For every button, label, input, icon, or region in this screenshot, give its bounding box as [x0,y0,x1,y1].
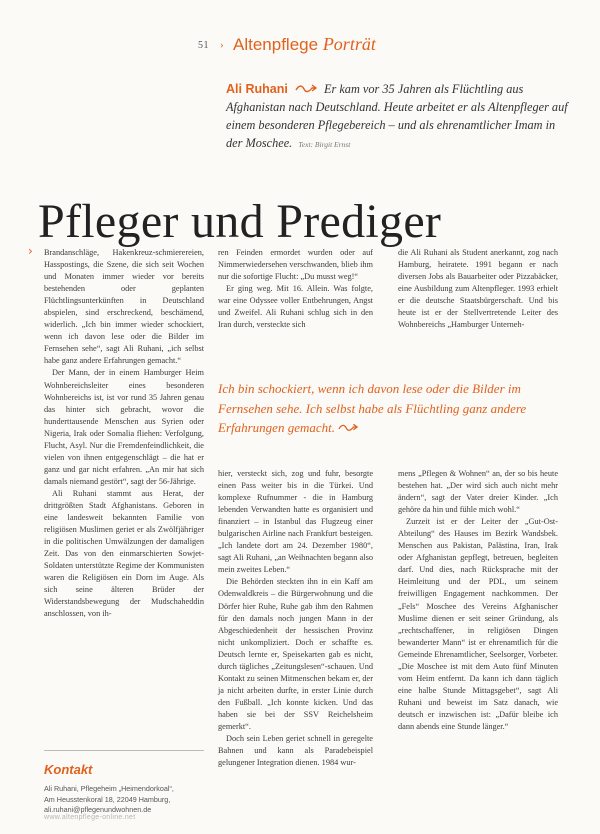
page-number: 51 [198,40,209,51]
author-credit: Text: Birgit Ernst [298,140,351,149]
paragraph: Doch sein Leben geriet schnell in geregelte Bahnen und kann als Paradebeispiel gelungener Integration dienen. 1984 wur- [218,734,373,768]
paragraph: Ali Ruhani stammt aus Herat, der drittgrößten Stadt Afghanistans. Geboren in eine landesweit bekannten Familie von religiösen Muslimen geriet er als Zwölfjähriger in die politischen Umwälzungen der damaligen Zeit. Das von den einmarschierten Sowjet-Soldaten unterstützte Regime der Kommunisten waren die Religiösen ein Dorn im Auge. Als sich seine älteren Brüder der Widerstandsbewegung der Mudschaheddin anschlossen, von ih- [44,488,204,619]
column-3-top [398,247,558,347]
chevron-right-icon: › [28,244,33,258]
article-intro [226,80,571,154]
article-headline: Pfleger und Prediger [38,195,442,249]
pull-quote-text: Ich bin schockiert, wenn ich davon lese oder die Bilder im Fernsehen sehe. Ich selbst habe als Flüchtling ganz andere Erfahrungen gemacht. [218,381,527,435]
column-2-top [218,247,373,347]
paragraph: Zurzeit ist er der Leiter der „Gut-Ost-Abteilung“ des Hauses im Bezirk Wandsbek. Menschen aus Pakistan, Palästina, Iran, Irak oder Afghanistan gepflegt, betreuen, begleiten darf. Und dies, nach Rücksprache mit der Heimleitung und der PDL, um seinem freiwilligen Engagement nachkommen. Der „Fels“ Moschee des Vereins Afghanischer Muslime dienen er seit seiner Gründung, als „rechtschaffener, in religiösen Dingen bewanderter Mann“ ist er ehrenamtlich für die Gemeinde Ehrenamtlicher, Seelsorger, Vorbeter. „Die Moschee ist mit dem Auto fünf Minuten vom Heim entfernt. Da kann ich dann täglich eine halbe Stunde Mittagsgebet“, sagt Ali Ruhani und beweist im Satz danach, wie deutsch er inzwischen ist: „Dafür bleibe ich dann abends eine Stunde länger.“ [398,517,558,731]
paragraph: Der Mann, der in einem Hamburger Heim Wohnbereichsleiter eines besonderen Wohnbereichs ist, ist vor rund 35 Jahren genau das hinter sich gebracht, wovor die hunderttausende Menschen aus Syrien oder Nigeria, Irak oder Somalia fliehen: Verfolgung, Flucht, Asyl. Nur die Fremdenfeindlichkeit, die vielen von ihnen entgegenschlägt – die hat er ganz und gar nicht erfahren. „An mir hat sich damals niemand gestört“, sagt der 56-Jährige. [44,368,204,486]
contact-title: Kontakt [44,762,93,777]
intro-name: Ali Ruhani [226,82,288,96]
contact-divider [44,750,204,751]
paragraph: mens „Pflegen & Wohnen“ an, der so bis heute bestehen hat. „Der wird sich auch nicht mehr ändern“, sagt der Vater dreier Kinder. „Ich gehöre da hin und fühle mich wohl.“ [398,469,558,515]
paragraph: Die Behörden steckten ihn in ein Kaff am Odenwaldkreis – die Bürgerwohnung und die Dörfer hier Ruhe, Ruhe gab ihm den Rahmen für den damals noch jungen Mann in der Abgeschiedenheit der hessischen Provinz nicht unkompliziert. Doch er schaffte es. Deutsch lernte er, Speisekarten gab es nicht, durch tägliches „Zeitungslesen“-schauen. Und Kontakt zu seinen Mitmenschen bekam er, der ja nicht arbeiten durfte, in erster Linie durch den Fußball. „Ich konnte kicken. Und das haben sie bei der SSV Reichelsheim gemerkt“. [218,577,373,731]
section-subtitle: Porträt [322,34,376,54]
paragraph: Brandanschläge, Hakenkreuz-schmierereien, Hasspostings, die Szene, die sich seit Wochen und Monaten immer wieder vor bereits bestehenden oder geplanten Flüchtlingsunterkünften in Deutschland abspielen, sind erschreckend, beschämend, widerlich. „Ich bin immer wieder schockiert, wenn ich davon lese oder die Bilder im Fernsehen sehe“, sagt Ali Ruhani, „ich selbst habe ganz andere Erfahrungen gemacht.“ [44,248,204,366]
squiggle-arrow-icon [338,418,358,438]
pull-quote [218,379,563,438]
squiggle-arrow-icon [295,80,317,98]
paragraph: hier, versteckt sich, zog und fuhr, besorgte einen Pass weiter bis in die Türkei. Und komplexe Rufnummer - die in Hamburg lebenden Verwandten hatte es organisiert und finanziert – in Istanbul das Flugzeug einer bulgarischen Airline nach Frankfurt besteigen. „Ich landete dort am 24. Dezember 1980“, sagt Ali Ruhani, „an Weihnachten begann also mein zweites Leben.“ [218,469,373,575]
contact-line: Ali Ruhani, Pflegeheim „Heimendorkoal“, [44,784,174,793]
contact-line: Am Heusstenkoral 18, 22049 Hamburg, [44,794,171,804]
column-3-bottom [398,468,558,808]
contact-info [44,784,209,816]
column-1 [28,244,204,659]
paragraph: die Ali Ruhani als Student anerkannt, zog nach Hamburg, heiratete. 1991 begann er nach diversen Jobs als Bauarbeiter oder Pizzabäcker, eine Ausbildung zum Altenpfleger. 1993 erhielt er die deutsche Staatsbürgerschaft. Und bis heute ist er der Stellvertretende Leiter des Wohnbereichs „Hamburger Unterneh- [398,248,558,330]
section-name: Altenpflege [233,35,319,54]
header-separator: › [220,39,224,51]
footer-url[interactable]: www.altenpflege-online.net [44,814,136,821]
intro-lede: Er kam vor 35 Jahren als Flüchtling aus Afghanistan nach Deutschland. Heute arbeitet er als Altenpfleger auf einem besonderen Pflegebereich – und als ehrenamtlicher Imam in der Moschee. [226,82,568,150]
page-header [180,34,560,56]
section-title [233,34,376,55]
paragraph: Er ging weg. Mit 16. Allein. Was folgte, war eine Odyssee voller Entbehrungen, Angst und Zweifel. Ali Ruhani schlug sich in den Iran durch, versteckte sich [218,284,373,330]
column-2-bottom [218,468,373,808]
paragraph: ren Feinden ermordet wurden oder auf Nimmerwiedersehen verschwanden, blieb ihm nur die sofortige Flucht: „Du musst weg!“ [218,248,373,282]
contact-email[interactable]: ali.ruhani@pflegenundwohnen.de [44,805,152,814]
